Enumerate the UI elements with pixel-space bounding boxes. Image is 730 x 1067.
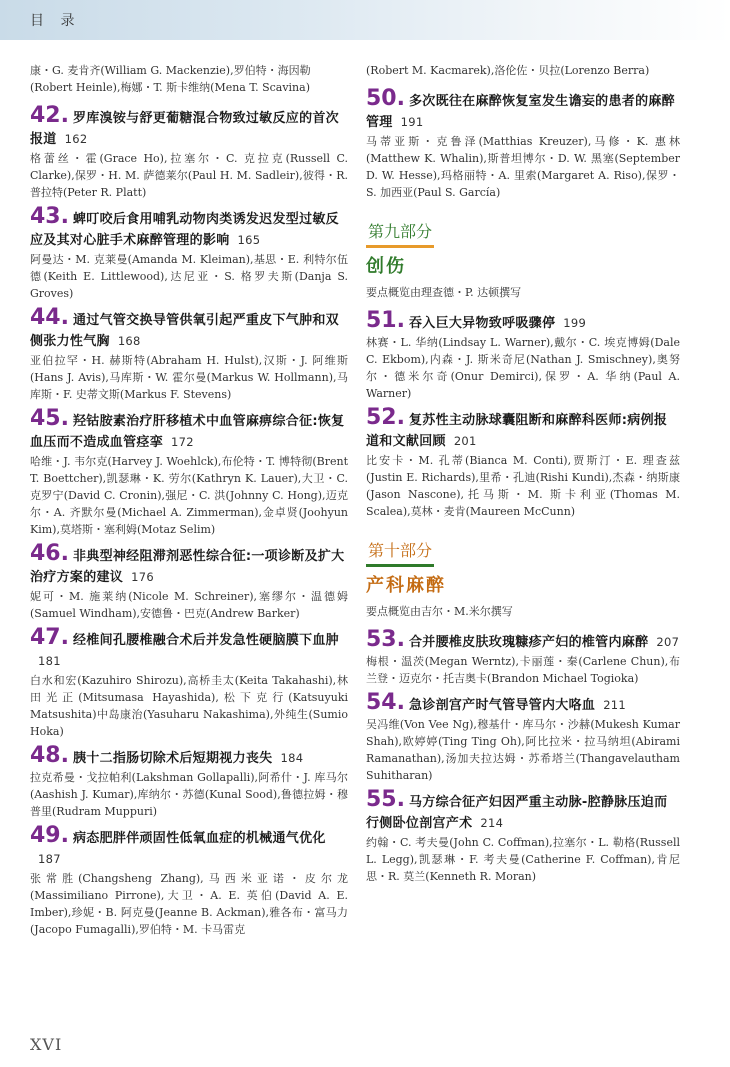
entry-authors: 格蕾丝・霍(Grace Ho),拉塞尔・C. 克拉克(Russell C. Clarke),保罗・H. M. 萨德莱尔(Paul H. M. Sadleir),彼得・R. 普拉特(Peter R. Platt): [30, 152, 348, 199]
toc-entry[interactable]: [30, 625, 348, 740]
entry-number: 44.: [30, 305, 69, 330]
part-label: 第九部分: [366, 217, 434, 248]
entry-title: 复苏性主动脉球囊阻断和麻醉科医师:病例报道和文献回顾: [366, 413, 668, 449]
entry-page: 181: [38, 654, 61, 668]
entry-heading: [366, 405, 680, 452]
entry-page: 168: [117, 334, 141, 348]
page-number: XVI: [30, 1035, 63, 1054]
entry-page: 191: [400, 115, 424, 129]
entry-authors: 白水和宏(Kazuhiro Shirozu),高桥圭太(Keita Takahashi),林田光正(Mitsumasa Hayashida),松下克行(Katsuyuki Matsushita)中岛康治(Yasuharu Nakashima),外纯生(Sumio Hoka): [30, 674, 348, 738]
entry-number: 45.: [30, 406, 69, 431]
entry-title: 蜱叮咬后食用哺乳动物肉类诱发迟发型过敏反应及其对心脏手术麻醉管理的影响: [30, 212, 339, 248]
entry-heading: [366, 787, 680, 834]
part-note: 要点概览由理查德・P. 达顿撰写: [366, 286, 522, 299]
entry-number: 43.: [30, 204, 69, 229]
entry-page: 184: [280, 751, 304, 765]
entry-title: 多次既往在麻醉恢复室发生谵妄的患者的麻醉管理: [366, 94, 675, 130]
entry-authors: 拉克希曼・戈拉帕利(Lakshman Gollapalli),阿希什・J. 库马尔(Aashish J. Kumar),库纳尔・苏德(Kunal Sood),鲁德拉姆・穆普里(Rudram Muppuri): [30, 771, 348, 818]
toc-entry[interactable]: [366, 86, 680, 201]
toc-entry[interactable]: [366, 690, 680, 784]
entry-heading: [366, 690, 680, 716]
entry-page: 214: [480, 816, 504, 830]
toc-entry[interactable]: [30, 541, 348, 622]
entry-authors: 比安卡・M. 孔蒂(Bianca M. Conti),贾斯汀・E. 理查兹(Justin E. Richards),里希・孔迪(Rishi Kundi),杰森・纳斯康(Jason Nascone),托马斯・M. 斯卡利亚(Thomas M. Scalea),莫林・麦肯(Maureen McCunn): [366, 454, 680, 518]
part-nine-entry-list: [366, 308, 680, 520]
entry-authors: 哈维・J. 韦尔克(Harvey J. Woehlck),布伦特・T. 博特彻(Brent T. Boettcher),凯瑟琳・K. 劳尔(Kathryn K. Lauer),大卫・C. 克罗宁(David C. Cronin),强尼・C. 洪(Johnny C. Hong),迈克尔・A. 齐默尔曼(Michael A. Zimmerman),金卓贤(Joohyun Kim),莫塔斯・塞利姆(Motaz Selim): [30, 455, 348, 536]
entry-heading: [366, 627, 680, 653]
entry-title: 吞入巨大异物致呼吸骤停: [408, 316, 556, 331]
entry-number: 42.: [30, 103, 69, 128]
toc-entry[interactable]: [30, 406, 348, 538]
entry-page: 165: [237, 233, 261, 247]
entry-authors: 林赛・L. 华纳(Lindsay L. Warner),戴尔・C. 埃克博姆(Dale C. Ekbom),内森・J. 斯米奇尼(Nathan J. Smischney),奥努尔・德米尔奇(Onur Demirci),保罗・A. 华纳(Paul A. Warner): [366, 336, 680, 400]
entry-authors: 阿曼达・M. 克莱曼(Amanda M. Kleiman),基思・E. 利特尔伍德(Keith E. Littlewood),达尼亚・S. 格罗夫斯(Danja S. Groves): [30, 253, 348, 300]
left-entry-list: [30, 103, 348, 938]
entry-number: 49.: [30, 823, 69, 848]
entry-number: 46.: [30, 541, 69, 566]
entry-title: 羟钴胺素治疗肝移植术中血管麻痹综合征:恢复血压而不造成血管痉挛: [30, 414, 345, 450]
entry-number: 53.: [366, 627, 405, 652]
entry-page: 176: [131, 570, 154, 584]
toc-entry[interactable]: [30, 204, 348, 302]
toc-entry[interactable]: [366, 787, 680, 885]
part-title: 创伤: [366, 256, 406, 277]
entry-number: 48.: [30, 743, 69, 768]
entry-heading: [30, 541, 348, 588]
part-ten-entry-list: [366, 627, 680, 885]
entry-title: 合并腰椎皮肤玫瑰糠疹产妇的椎管内麻醉: [408, 635, 649, 650]
entry-title: 马方综合征产妇因严重主动脉-腔静脉压迫而行侧卧位剖宫产术: [366, 795, 668, 831]
entry-number: 47.: [30, 625, 69, 650]
part-title: 产科麻醉: [366, 575, 446, 596]
entry-number: 52.: [366, 405, 405, 430]
entry-title: 胰十二指肠切除术后短期视力丧失: [72, 751, 273, 766]
entry-authors: 马蒂亚斯・克鲁泽(Matthias Kreuzer),马修・K. 惠林(Matthew K. Whalin),斯普坦博尔・D. W. 黑塞(September D. W. Hesse),玛格丽特・A. 里索(Margaret A. Riso),保罗・S. 加西亚(Paul S. García): [366, 135, 680, 199]
author-continuation: 康・G. 麦肯齐(William G. Mackenzie),罗伯特・海因勒(Robert Heinle),梅娜・T. 斯卡维纳(Mena T. Scavina): [30, 64, 311, 94]
entry-number: 54.: [366, 690, 405, 715]
entry-authors: 张常胜(Changsheng Zhang),马西米亚诺・皮尔龙(Massimiliano Pirrone),大卫・A. E. 英伯(David A. E. Imber),珍妮・B. 阿克曼(Jeanne B. Ackman),雅各布・富马力(Jacopo Fumagalli),罗伯特・M. 卡马雷克: [30, 872, 348, 936]
entry-heading: [30, 823, 348, 870]
entry-heading: [366, 308, 680, 334]
left-column: [30, 62, 348, 944]
entry-heading: [366, 86, 680, 133]
entry-authors: 吴冯维(Von Vee Ng),穆基什・库马尔・沙赫(Mukesh Kumar Shah),欧婷婷(Ting Ting Oh),阿比拉米・拉马纳坦(Abirami Ramanathan),汤加夫拉达姆・苏希塔兰(Thangavelautham Suhitharan): [366, 718, 680, 782]
author-continuation: (Robert M. Kacmarek),洛伦佐・贝拉(Lorenzo Berra): [366, 64, 650, 77]
entry-authors: 约翰・C. 考夫曼(John C. Coffman),拉塞尔・L. 勒格(Russell L. Legg),凯瑟琳・F. 考夫曼(Catherine F. Coffman),肯尼思・R. 莫兰(Kenneth R. Moran): [366, 836, 680, 883]
entry-number: 51.: [366, 308, 405, 333]
entry-page: 162: [64, 132, 88, 146]
entry-heading: [30, 625, 348, 672]
entry-title: 非典型神经阻滞剂恶性综合征:一项诊断及扩大治疗方案的建议: [30, 549, 345, 585]
toc-entry[interactable]: [366, 405, 680, 520]
page-title: 目 录: [30, 13, 81, 29]
entry-heading: [30, 204, 348, 251]
entry-heading: [30, 743, 348, 769]
toc-entry[interactable]: [30, 305, 348, 403]
part-nine-header: [366, 217, 680, 278]
header-bar: [0, 0, 730, 40]
entry-page: 199: [563, 316, 587, 330]
toc-entry[interactable]: [366, 627, 680, 687]
entry-title: 病态肥胖伴顽固性低氧血症的机械通气优化: [72, 831, 326, 846]
entry-heading: [30, 305, 348, 352]
entry-title: 罗库溴铵与舒更葡糖混合物致过敏反应的首次报道: [30, 111, 339, 147]
entry-heading: [30, 406, 348, 453]
toc-entry[interactable]: [30, 823, 348, 938]
entry-page: 201: [453, 434, 477, 448]
entry-heading: [30, 103, 348, 150]
entry-authors: 亚伯拉罕・H. 赫斯特(Abraham H. Hulst),汉斯・J. 阿维斯(Hans J. Avis),马库斯・W. 霍尔曼(Markus W. Hollmann),马库斯・F. 史蒂文斯(Markus F. Stevens): [30, 354, 348, 401]
entry-page: 207: [656, 635, 680, 649]
right-column: [366, 62, 680, 891]
entry-title: 经椎间孔腰椎融合术后并发急性硬脑膜下血肿: [72, 633, 339, 648]
part-ten-header: [366, 536, 680, 597]
entry-title: 通过气管交换导管供氧引起严重皮下气肿和双侧张力性气胸: [30, 313, 339, 349]
part-note: 要点概览由吉尔・M.米尔撰写: [366, 605, 513, 618]
entry-authors: 梅根・温茨(Megan Werntz),卡丽莲・秦(Carlene Chun),布兰登・迈克尔・托吉奥卡(Brandon Michael Togioka): [366, 655, 680, 685]
entry-page: 187: [38, 852, 61, 866]
toc-entry[interactable]: [30, 743, 348, 820]
entry-number: 55.: [366, 787, 405, 812]
entry-authors: 妮可・M. 施莱纳(Nicole M. Schreiner),塞缪尔・温德姆(Samuel Windham),安德鲁・巴克(Andrew Barker): [30, 590, 348, 620]
part-label: 第十部分: [366, 536, 434, 567]
entry-number: 50.: [366, 86, 405, 111]
entry-page: 211: [603, 698, 627, 712]
entry-page: 172: [171, 435, 194, 449]
toc-entry[interactable]: [366, 308, 680, 402]
toc-entry[interactable]: [30, 103, 348, 201]
entry-title: 急诊剖宫产时气管导管内大咯血: [408, 698, 596, 713]
